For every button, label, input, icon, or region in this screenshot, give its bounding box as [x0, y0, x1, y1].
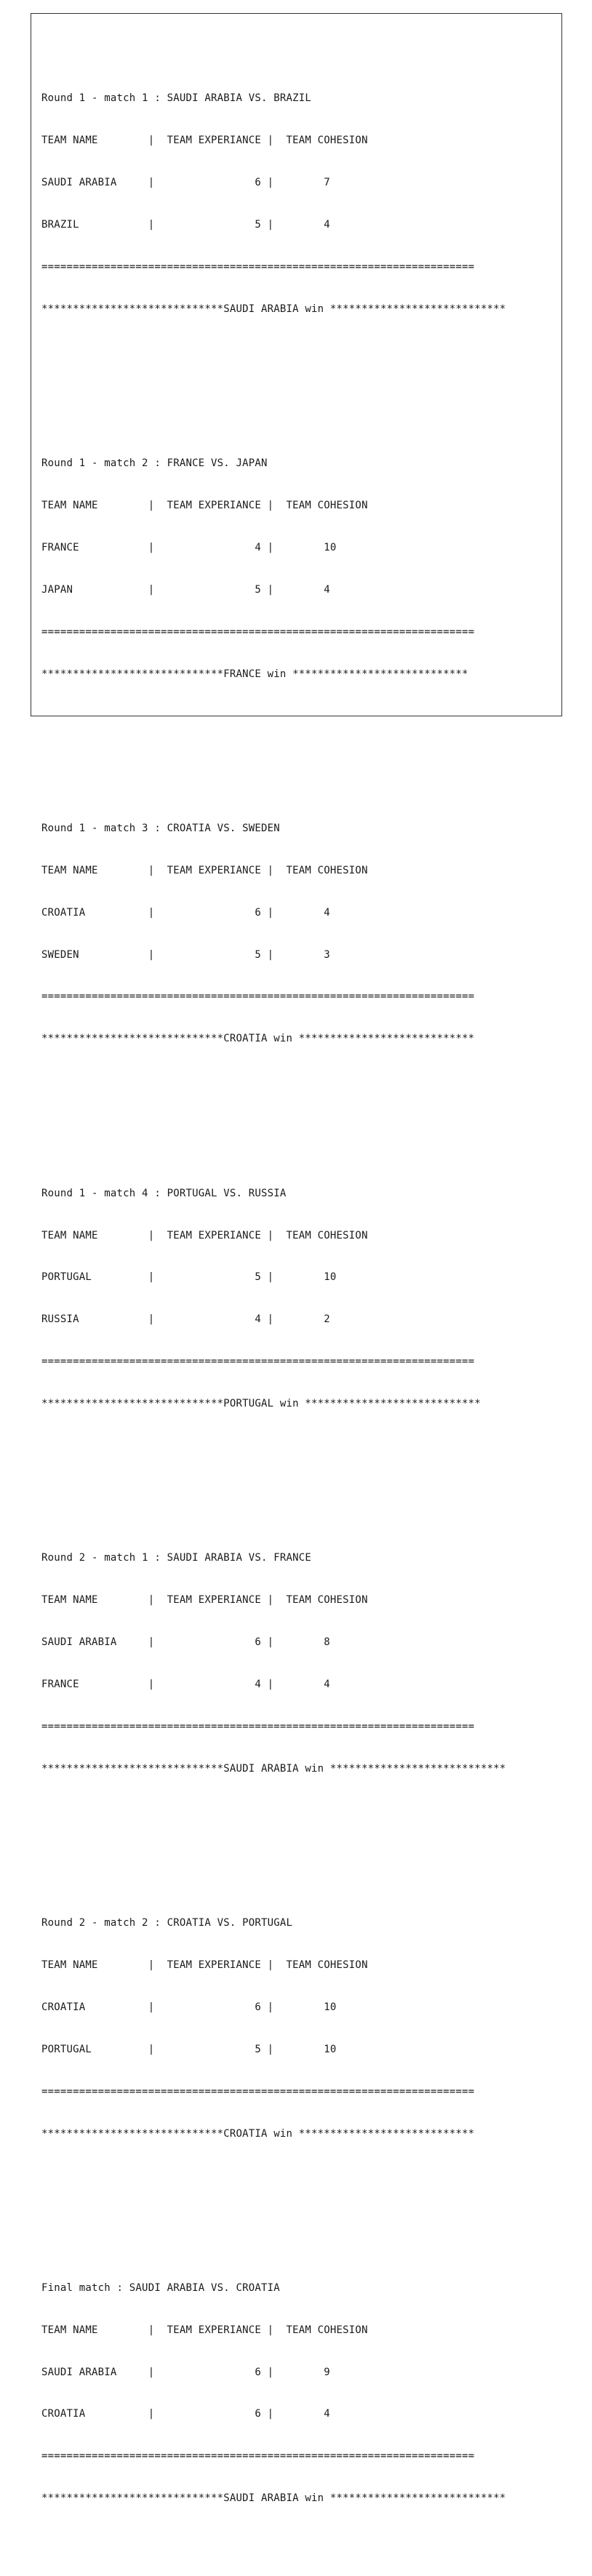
- team-row: CROATIA | 6 | 4: [41, 2408, 330, 2420]
- match-block-r1-m4: [41, 1159, 506, 1481]
- match-title: Round 2 - match 1 : SAUDI ARABIA VS. FRANCE: [41, 1552, 312, 1564]
- match-block-r1-m1: [41, 64, 506, 387]
- separator-line: =====================================================================: [41, 1720, 475, 1732]
- table-header: TEAM NAME | TEAM EXPERIANCE | TEAM COHESION: [41, 500, 368, 512]
- blank-line: [41, 2169, 506, 2183]
- separator-line: =====================================================================: [41, 2450, 475, 2463]
- match-title: Round 1 - match 1 : SAUDI ARABIA VS. BRAZIL: [41, 92, 312, 105]
- match-block-r2-m1: [41, 1524, 506, 1847]
- separator-line: =====================================================================: [41, 1356, 475, 1368]
- blank-line: [41, 1439, 506, 1453]
- table-header: TEAM NAME | TEAM EXPERIANCE | TEAM COHESION: [41, 1594, 368, 1607]
- match-title: Round 2 - match 2 : CROATIA VS. PORTUGAL: [41, 1917, 293, 1929]
- blank-line: [41, 1804, 506, 1818]
- match-title: Round 1 - match 3 : CROATIA VS. SWEDEN: [41, 822, 280, 834]
- team-row: SWEDEN | 5 | 3: [41, 948, 330, 961]
- table-header: TEAM NAME | TEAM EXPERIANCE | TEAM COHESION: [41, 1229, 368, 1241]
- winner-banner: *****************************SAUDI ARABIA win ****************************: [41, 303, 506, 315]
- match-block-r2-m2: [41, 1888, 506, 2211]
- winner-banner: *****************************SAUDI ARABIA win ****************************: [41, 1762, 506, 1775]
- match-block-final: [41, 2253, 506, 2534]
- team-row: JAPAN | 5 | 4: [41, 583, 330, 596]
- team-row: PORTUGAL | 5 | 10: [41, 2043, 337, 2055]
- team-row: FRANCE | 4 | 4: [41, 1679, 330, 1691]
- separator-line: =====================================================================: [41, 625, 475, 638]
- winner-banner: *****************************FRANCE win ****************************: [41, 668, 468, 680]
- table-header: TEAM NAME | TEAM EXPERIANCE | TEAM COHESION: [41, 2324, 368, 2336]
- team-row: CROATIA | 6 | 10: [41, 2001, 337, 2013]
- match-title: Round 1 - match 4 : PORTUGAL VS. RUSSIA: [41, 1187, 287, 1199]
- winner-banner: *****************************PORTUGAL win ****************************: [41, 1398, 481, 1410]
- console-output: [41, 22, 506, 2576]
- team-row: SAUDI ARABIA | 6 | 9: [41, 2366, 330, 2378]
- match-title: Round 1 - match 2 : FRANCE VS. JAPAN: [41, 457, 268, 470]
- match-title: Final match : SAUDI ARABIA VS. CROATIA: [41, 2281, 280, 2294]
- blank-line: [41, 345, 506, 359]
- match-block-r1-m2: [41, 429, 506, 752]
- table-header: TEAM NAME | TEAM EXPERIANCE | TEAM COHESION: [41, 1959, 368, 1971]
- console-output-frame: [31, 13, 562, 2505]
- team-row: FRANCE | 4 | 10: [41, 541, 337, 553]
- winner-banner: *****************************SAUDI ARABIA win ****************************: [41, 2492, 506, 2505]
- blank-line: [41, 1074, 506, 1088]
- team-row: RUSSIA | 4 | 2: [41, 1313, 330, 1326]
- table-header: TEAM NAME | TEAM EXPERIANCE | TEAM COHESION: [41, 864, 368, 876]
- team-row: CROATIA | 6 | 4: [41, 906, 330, 919]
- separator-line: =====================================================================: [41, 991, 475, 1003]
- team-row: BRAZIL | 5 | 4: [41, 219, 330, 231]
- winner-banner: *****************************CROATIA win ****************************: [41, 2127, 475, 2140]
- blank-line: [41, 710, 506, 724]
- separator-line: =====================================================================: [41, 2085, 475, 2097]
- separator-line: =====================================================================: [41, 261, 475, 273]
- winner-banner: *****************************CROATIA win ****************************: [41, 1033, 475, 1045]
- table-header: TEAM NAME | TEAM EXPERIANCE | TEAM COHESION: [41, 135, 368, 147]
- team-row: PORTUGAL | 5 | 10: [41, 1271, 337, 1284]
- team-row: SAUDI ARABIA | 6 | 8: [41, 1636, 330, 1649]
- team-row: SAUDI ARABIA | 6 | 7: [41, 177, 330, 189]
- match-block-r1-m3: [41, 793, 506, 1116]
